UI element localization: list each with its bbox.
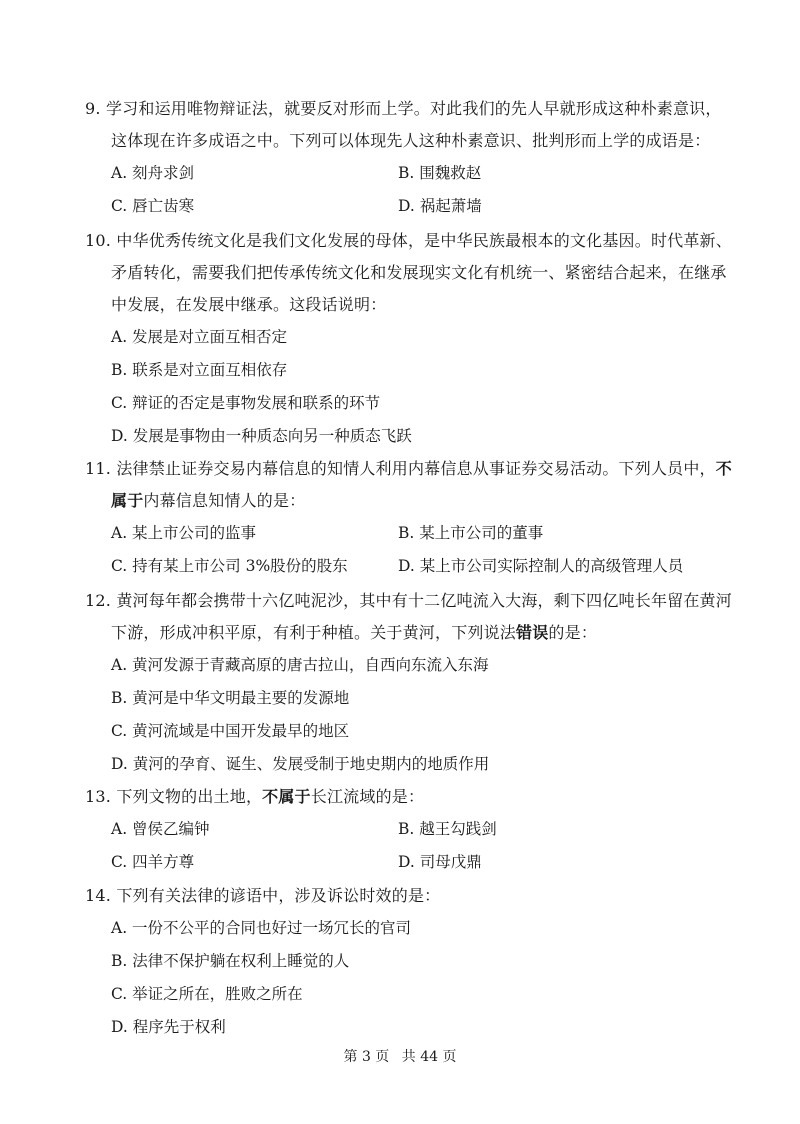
emphasis-text: 属于	[111, 491, 144, 510]
option-row	[85, 813, 740, 846]
option-a: A. 刻舟求剑	[111, 164, 195, 182]
question-number: 12.	[85, 591, 112, 610]
stem-line: 这体现在许多成语之中。下列可以体现先人这种朴素意识、批判形而上学的成语是：	[111, 131, 711, 150]
option-d: D. 某上市公司实际控制人的高级管理人员	[398, 557, 684, 575]
stem-line: 学习和运用唯物辩证法，就要反对形而上学。对此我们的先人早就形成这种朴素意识，	[105, 99, 722, 118]
question-number: 11.	[85, 459, 112, 478]
option-a: A. 黄河发源于青藏高原的唐古拉山，自西向东流入东海	[111, 656, 489, 674]
option-b: B. 法律不保护躺在权利上睡觉的人	[111, 952, 350, 970]
emphasis-text: 不属于	[262, 787, 311, 806]
option-a: A. 一份不公平的合同也好过一场冗长的官司	[111, 919, 412, 937]
question-number: 9.	[85, 99, 101, 118]
option-b: B. 某上市公司的董事	[398, 524, 544, 542]
stem-line: 中华优秀传统文化是我们文化发展的母体，是中华民族最根本的文化基因。时代革新、	[116, 231, 732, 250]
stem-text: 下游，形成冲积平原，有利于种植。关于黄河，下列说法	[111, 623, 517, 642]
page-number: 第 3 页	[343, 1049, 390, 1065]
option-c: C. 辩证的否定是事物发展和联系的环节	[111, 394, 381, 412]
stem-line: 下列有关法律的谚语中，涉及诉讼时效的是：	[116, 886, 441, 905]
stem-text: 法律禁止证券交易内幕信息的知情人利用内幕信息从事证券交易活动。下列人员中，	[116, 459, 716, 478]
question-number: 10.	[85, 231, 112, 250]
stem-line: 中发展，在发展中继承。这段话说明：	[111, 295, 387, 314]
stem-text: 下列文物的出土地，	[116, 787, 263, 806]
emphasis-text: 不	[715, 459, 732, 478]
question-14	[85, 880, 740, 1044]
question-stem	[85, 225, 740, 321]
option-row	[85, 190, 740, 223]
option-d: D. 祸起萧墙	[398, 197, 482, 215]
option-d: D. 程序先于权利	[111, 1018, 226, 1036]
option-row	[85, 550, 740, 583]
question-number: 14.	[85, 886, 112, 905]
stem-line: 黄河每年都会携带十六亿吨泥沙，其中有十二亿吨流入大海，剩下四亿吨长年留在黄河	[116, 591, 732, 610]
question-12	[85, 585, 740, 781]
option-a: A. 曾侯乙编钟	[111, 820, 210, 838]
option-d: D. 发展是事物由一种质态向另一种质态飞跃	[111, 427, 412, 445]
option-b: B. 越王勾践剑	[398, 820, 497, 838]
option-c: C. 四羊方尊	[111, 853, 195, 871]
question-stem	[85, 781, 740, 813]
question-stem	[85, 93, 740, 157]
option-d: D. 司母戊鼎	[398, 853, 482, 871]
option-c: C. 举证之所在，胜败之所在	[111, 985, 303, 1003]
question-13	[85, 781, 740, 879]
stem-text: 内幕信息知情人的是：	[143, 491, 306, 510]
question-stem	[85, 880, 740, 912]
question-number: 13.	[85, 787, 112, 806]
question-stem	[85, 585, 740, 649]
option-d: D. 黄河的孕育、诞生、发展受制于地史期内的地质作用	[111, 755, 490, 773]
option-a: A. 发展是对立面互相否定	[111, 328, 288, 346]
stem-text: 的是：	[548, 623, 598, 642]
option-b: B. 黄河是中华文明最主要的发源地	[111, 689, 350, 707]
option-a: A. 某上市公司的监事	[111, 524, 257, 542]
stem-text: 长江流域的是：	[310, 787, 425, 806]
option-c: C. 持有某上市公司 3%股份的股东	[111, 557, 348, 575]
option-b: B. 联系是对立面互相依存	[111, 361, 288, 379]
option-row	[85, 846, 740, 879]
stem-line	[85, 617, 740, 649]
option-c: C. 唇亡齿寒	[111, 197, 195, 215]
option-b: B. 围魏救赵	[398, 164, 482, 182]
total-pages: 共 44 页	[401, 1049, 457, 1065]
option-row	[85, 517, 740, 550]
question-10	[85, 225, 740, 453]
stem-line	[85, 485, 740, 517]
question-11	[85, 453, 740, 583]
page-footer	[0, 1046, 800, 1066]
stem-line: 矛盾转化，需要我们把传承传统文化和发展现实文化有机统一、紧密结合起来，在继承	[111, 263, 727, 282]
question-9	[85, 93, 740, 223]
option-row	[85, 157, 740, 190]
emphasis-text: 错误	[516, 623, 549, 642]
question-stem	[85, 453, 740, 517]
option-c: C. 黄河流域是中国开发最早的地区	[111, 722, 350, 740]
